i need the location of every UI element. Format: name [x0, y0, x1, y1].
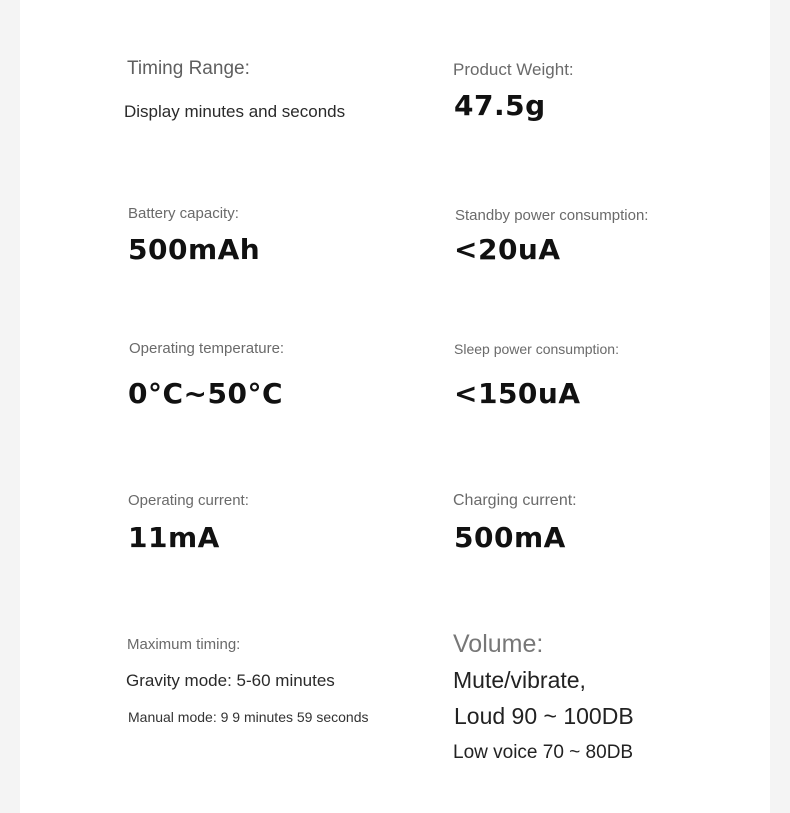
battery-capacity-label: Battery capacity:: [128, 205, 239, 222]
gravity-mode-text: Gravity mode: 5-60 minutes: [126, 671, 335, 690]
manual-mode-text: Manual mode: 9 9 minutes 59 seconds: [128, 709, 369, 725]
timing-range-value: Display minutes and seconds: [124, 102, 346, 121]
standby-power-label: Standby power consumption:: [455, 207, 649, 224]
volume-label: Volume:: [453, 630, 544, 658]
sleep-power-label: Sleep power consumption:: [454, 341, 619, 357]
charging-current-value: 500mA: [454, 521, 566, 554]
operating-temperature-value: 0°C~50°C: [128, 377, 284, 410]
standby-power-value: <20uA: [454, 233, 561, 266]
product-weight-label: Product Weight:: [453, 60, 574, 79]
operating-current-label: Operating current:: [128, 492, 249, 509]
spec-sheet: [20, 0, 770, 813]
volume-line-low: Low voice 70 ~ 80DB: [453, 742, 634, 763]
operating-temperature-label: Operating temperature:: [129, 340, 285, 357]
sleep-power-value: <150uA: [454, 377, 581, 410]
volume-line-loud: Loud 90 ~ 100DB: [454, 703, 634, 729]
volume-line-mute: Mute/vibrate,: [453, 667, 586, 693]
timing-range-label: Timing Range:: [127, 58, 250, 79]
battery-capacity-value: 500mAh: [128, 233, 261, 266]
operating-current-value: 11mA: [128, 521, 220, 554]
product-weight-value: 47.5g: [454, 89, 546, 122]
maximum-timing-label: Maximum timing:: [127, 636, 241, 653]
charging-current-label: Charging current:: [453, 492, 577, 509]
